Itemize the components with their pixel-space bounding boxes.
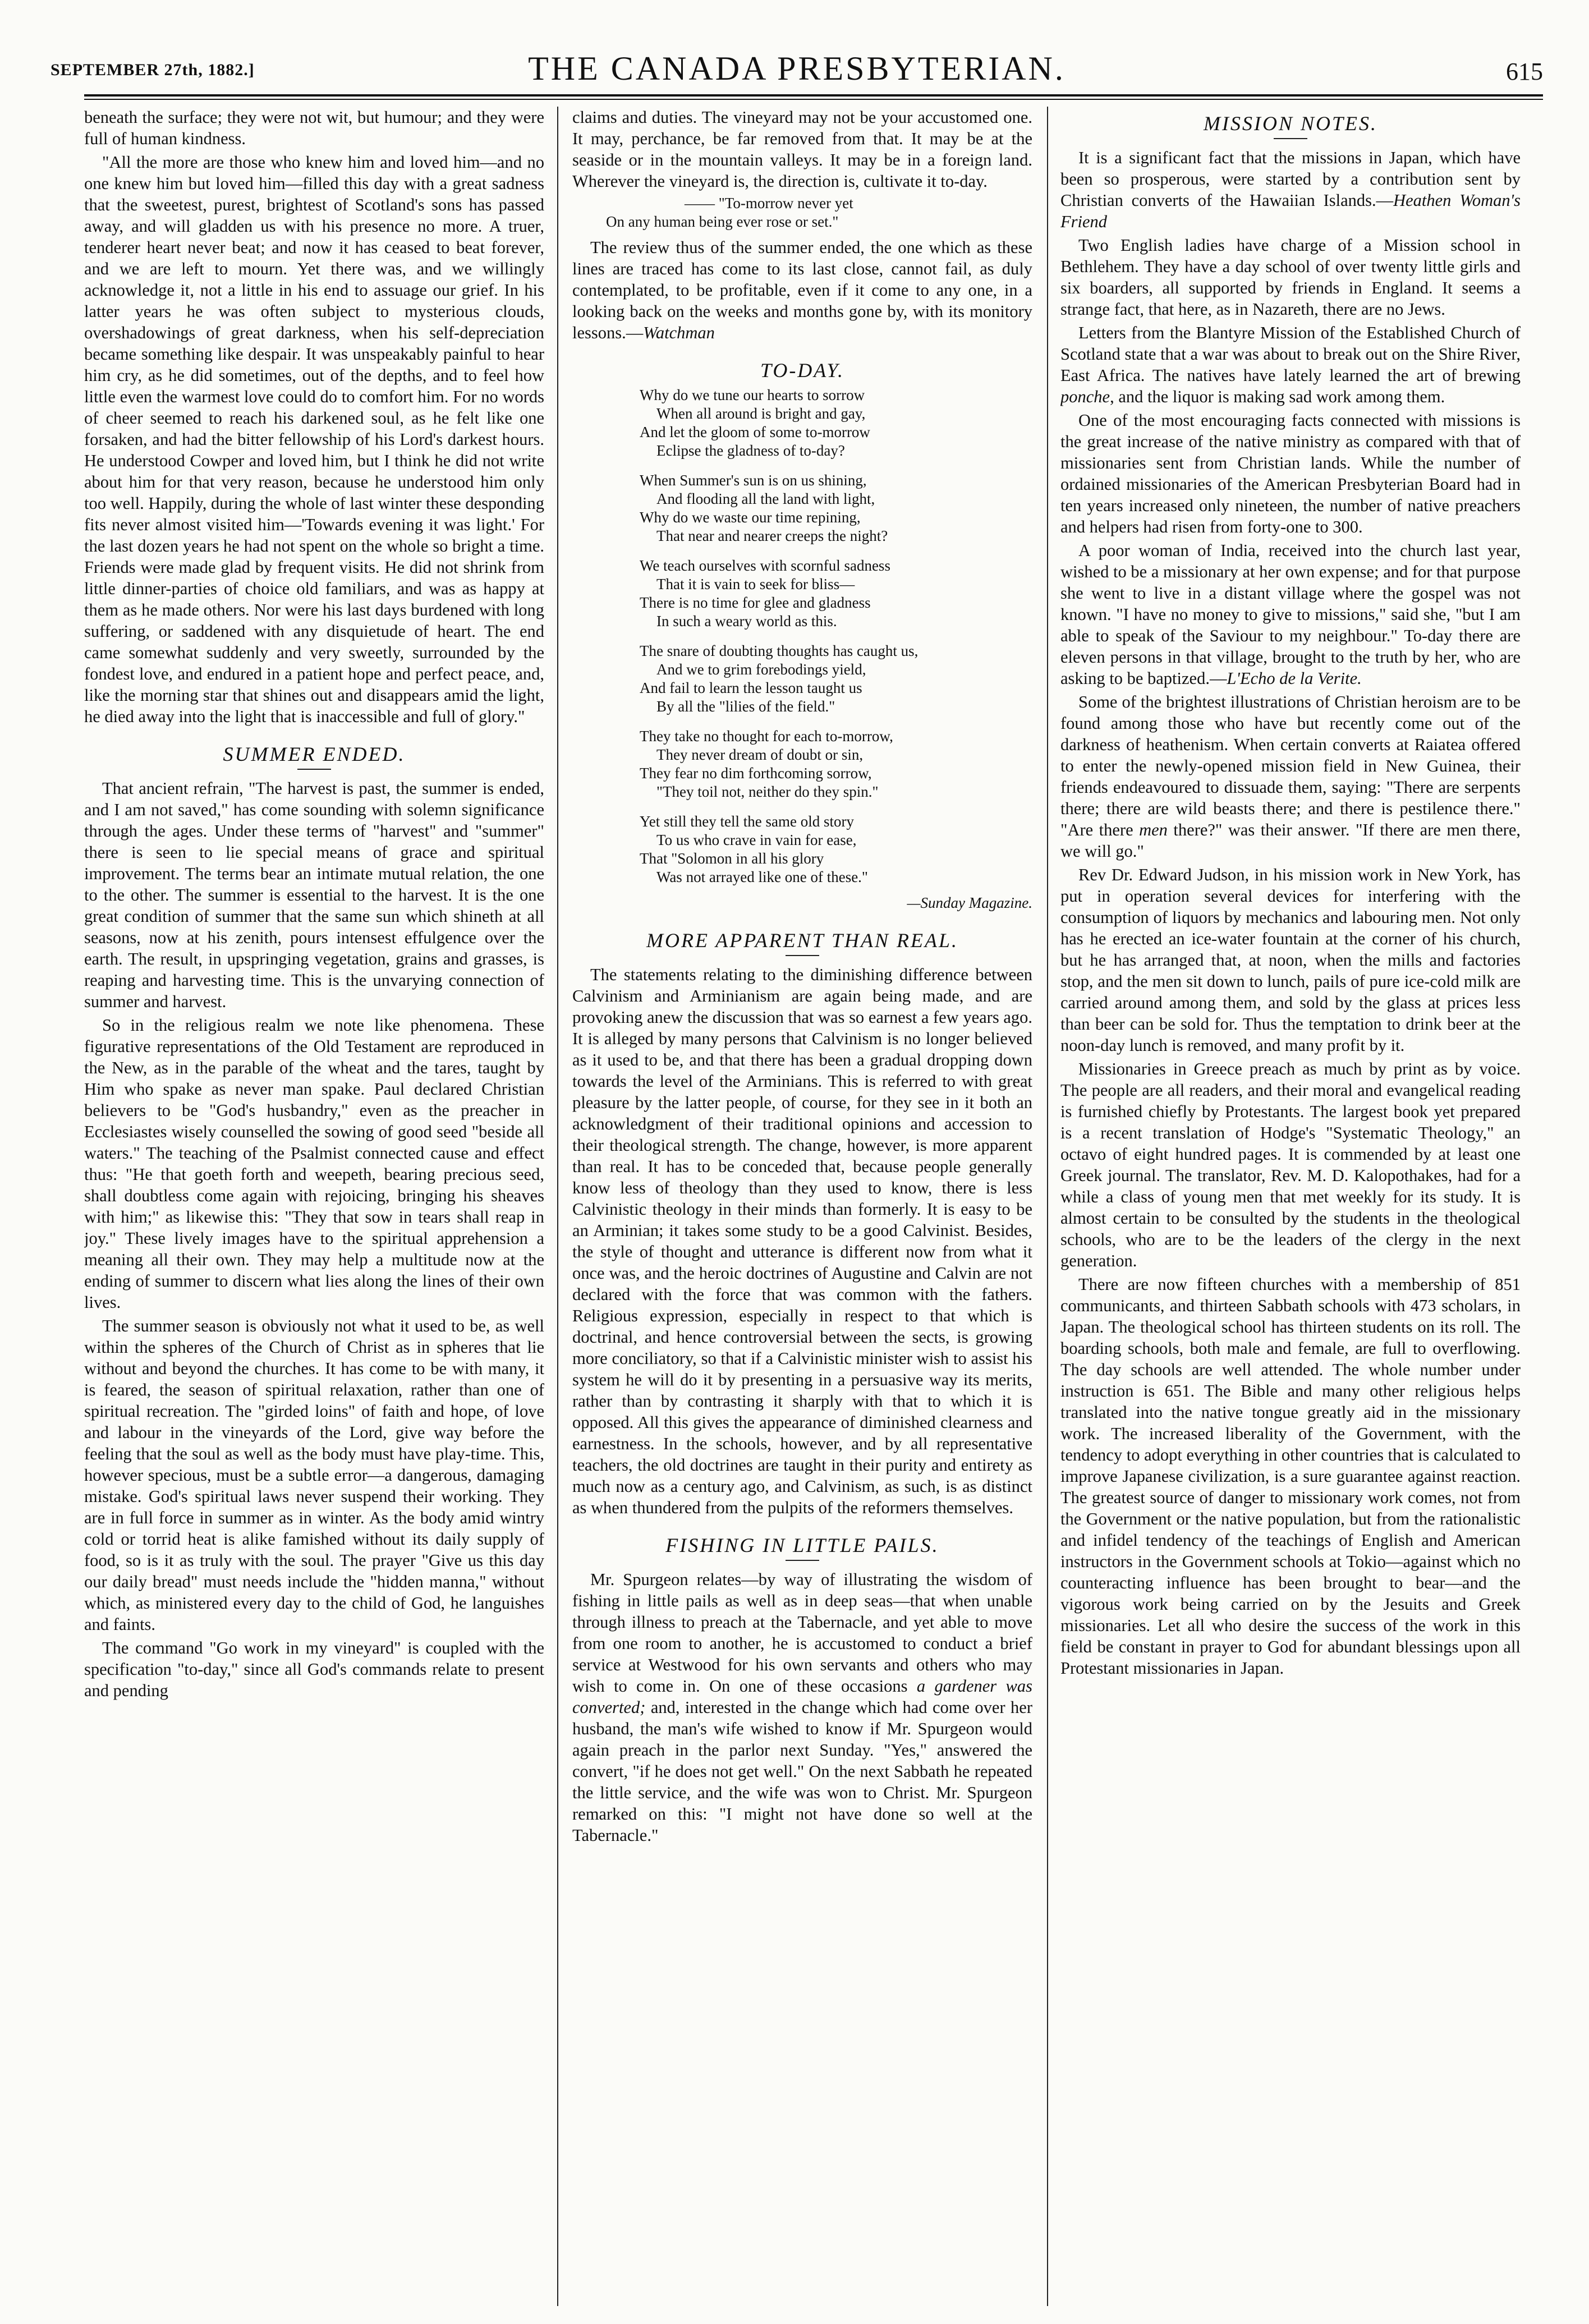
column-divider: [1047, 107, 1048, 2306]
poem-stanza: [640, 812, 1032, 887]
article-heading-fishing: FISHING IN LITTLE PAILS.: [665, 1534, 939, 1556]
poem-line: Why do we tune our hearts to sorrow: [640, 387, 865, 403]
poem-line: That near and nearer creeps the night?: [656, 527, 888, 544]
poem-line: They fear no dim forthcoming sorrow,: [640, 765, 872, 782]
paragraph-text: and, interested in the change which had come over her husband, the man's wife wished to know if Mr. Spurgeon would again preach in the parlor next Sunday. "Yes," answered the convert, "if he does not get well." On the next Sabbath he repeated the little service, and the wife was won to Christ. Mr. Spurgeon remarked on this: "I might not have done so well at the Tabernacle.": [572, 1698, 1032, 1845]
paragraph: The command "Go work in my vineyard" is coupled with the specification "to-day," since all God's commands relate to present and pending: [84, 1638, 544, 1700]
poem-stanza: [640, 557, 1032, 631]
paragraph: The summer season is obviously not what it used to be, as well within the spheres of the Church of Christ as in spheres that lie without and beyond the churches. It has come to be with many, it is feared, the season of spiritual relaxation, rather than one of spiritual recreation. The "girded loins" of faith and hope, of love and labour in the vineyards of the Lord, give way before the feeling that the soul as well as the body must have play-time. This, however specious, must be a subtle error—a dangerous, damaging mistake. God's spiritual laws never suspend their working. They are in full force in summer as in winter. As the body amid wintry cold or torrid heat is alike famished without its daily supply of food, so is it as truly with the soul. The prayer "Give us this day our daily bread" must needs include the "hidden manna," without which, as ministered every day to the child of God, he languishes and faints.: [84, 1316, 544, 1634]
poem-credit: —Sunday Magazine.: [907, 894, 1032, 911]
poem-line: And flooding all the land with light,: [656, 490, 875, 507]
poem-line: And we to grim forebodings yield,: [656, 661, 866, 678]
poem-line: There is no time for glee and gladness: [640, 594, 871, 611]
poem-line: When Summer's sun is on us shining,: [640, 472, 867, 489]
poem-line: And fail to learn the lesson taught us: [640, 679, 862, 696]
poem-line: To us who crave in vain for ease,: [656, 832, 857, 848]
paragraph: [1060, 322, 1521, 407]
paragraph: [572, 1569, 1032, 1846]
paragraph: "All the more are those who knew him and loved him—and no one knew him but loved him—filled this day with a great sadness that the sweetest, purest, brightest of Scotland's sons has passed away, and will gladden us with his presence no more. A truer, tenderer heart never beat; and now it has ceased to beat forever, and we are left to mourn. Yet there was, and we willingly acknowledge it, not a little in his end to assuage our grief. In his latter years he was often subject to mysterious clouds, overshadowings of great darkness, when his self-depreciation became something like despair. It was unspeakably painful to hear him cry, as he did sometimes, out of the depths, and to feel how little even the warmest love could do to comfort him. For no words of cheer seemed to reach his darkened soul, as he felt like one forsaken, and had the bitter fellowship of his Lord's darkest hours. He understood Cowper and loved him, but I think he did not write about him for that very reason, because he understood him only too well. Happily, during the whole of last winter these desponding fits never almost visited him—'Towards evening it was light.' For the last dozen years he had not spent on the whole so bright a time. Friends were made glad by frequent visits. He did not shrink from little dinner-parties of choice old familiars, and was as happy at them as he made others. Nor were his last days burdened with long suffering, or saddened with any disquietude of heart. The end came somewhat suddenly and very sweetly, surrounded by the fondest love, and endured in a patient hope and perfect peace, and, like the morning star that shines out and disappears amid the light, he died away into the light that is inaccessible and full of glory.": [84, 153, 544, 726]
header-rule: [84, 94, 1543, 97]
paragraph: One of the most encouraging facts connected with missions is the great increase of the native ministry as compared with that of missionaries sent from Christian lands. While the number of ordained missionaries of the American Presbyterian Board had in ten years increased only nineteen, the number of native preachers and helpers had risen from forty-one to 300.: [1060, 411, 1521, 536]
poem-line: They take no thought for each to-morrow,: [640, 728, 893, 745]
paragraph: Missionaries in Greece preach as much by print as by voice. The people are all readers, and their moral and evangelical reading is furnished chiefly by Protestants. The largest book yet prepared is a recent translation of Hodge's "Systematic Theology," an octavo of eight hundred pages. It is commended by at least one Greek journal. The translator, Rev. M. D. Kalopothakes, had for a while a class of young men that met weekly for its study. It is almost certain to be consulted by the students in the theological schools, who are to be the leaders of the clergy in the next generation.: [1060, 1059, 1521, 1270]
article-heading-today: TO-DAY.: [760, 359, 845, 382]
poem-stanza: [640, 727, 1032, 801]
page-number: 615: [1506, 58, 1543, 85]
poem-stanza: [640, 642, 1032, 716]
column-2: [572, 107, 1032, 2306]
source-credit: Watchman: [643, 323, 715, 342]
paragraph-text: Mr. Spurgeon relates—by way of illustrating the wisdom of fishing in little pails as well as in deep seas—that when unable through illness to preach at the Tabernacle, and yet able to move from one room to another, he is accustomed to conduct a brief service at Westwood for his own servants and others who may wish to come in. On one of these occasions: [572, 1570, 1032, 1696]
paragraph-text: Some of the brightest illustrations of Christian heroism are to be found among those who have but recently come out of the darkness of heathenism. When certain converts at Raiatea offered to enter the newly-opened mission field in New Guinea, their friends endeavoured to dissuade them, saying: "There are serpents there; there are wild beasts there; and there is pestilence there." "Are there: [1060, 692, 1521, 839]
paragraph: [572, 237, 1032, 343]
paragraph-text: there?" was their answer. "If there are men there, we will go.": [1060, 820, 1521, 861]
poem: [640, 386, 1032, 887]
heading-rule: [786, 955, 819, 956]
paragraph: The statements relating to the diminishing difference between Calvinism and Arminianism are again being made, and are provoking anew the discussion that was so earnest a few years ago. It is alleged by many persons that Calvinism is no longer believed as it used to be, and that there has been a gradual dropping down towards the level of the Arminians. This is referred to with great pleasure by the latter people, of course, for they see in it both an acknowledgment of their traditional opinions and accession to their theological strength. The change, however, is more apparent than real. It has to be conceded that, because people generally know less of theology than they used to know, there is less Calvinistic theology in their minds than formerly. It is easy to be an Arminian; it takes some study to be a good Calvinist. Besides, the style of thought and utterance is different now from what it once was, and the heroic doctrines of Augustine and Calvin are not declared with the force that was common with the fathers. Religious expression, especially in respect to that which is doctrinal, and hence controversial between the sects, is growing more conciliatory, so that if a Calvinistic minister wish to assist his system he will do it by presenting in a persuasive way its merits, rather than by contrasting it sharply with that to which it is opposed. All this gives the appearance of diminished clearness and earnestness. In the schools, however, and by all representative teachers, the old doctrines are taught in their purity and entirety as much now as a century ago, and Calvinism, as such, is as distinct as when thundered from the pulpits of the reformers themselves.: [572, 965, 1032, 1517]
article-heading-more-apparent: MORE APPARENT THAN REAL.: [646, 929, 958, 952]
poem-line: We teach ourselves with scornful sadness: [640, 557, 890, 574]
emphasis-text: a gardener was converted;: [572, 1677, 1032, 1717]
column-3: [1060, 107, 1521, 2306]
source-credit: Heathen Woman's Friend: [1060, 191, 1521, 231]
paragraph: [1060, 691, 1521, 862]
paragraph-text: The review thus of the summer ended, the one which as these lines are traced has come to its last close, cannot fail, as duly contemplated, to be profitable, even if it come to any one, in a looking back on the weeks and months gone by, with its monitory lessons.—: [572, 238, 1032, 342]
quoted-couplet: [606, 194, 1032, 231]
issue-date: SEPTEMBER 27th, 1882.]: [50, 61, 255, 79]
source-credit: L'Echo de la Verite.: [1227, 669, 1362, 688]
emphasis-text: men: [1139, 820, 1168, 839]
emphasis-text: ponche: [1060, 387, 1110, 406]
paragraph-text: , and the liquor is making sad work among them.: [1110, 387, 1445, 406]
poem-line: In such a weary world as this.: [656, 613, 837, 630]
paragraph-text: A poor woman of India, received into the church last year, wished to be a missionary at her own expense; and for that purpose she went to live in a distant village where the gospel was not known. "I have no money to give to missions," said she, "but I am able to speak of the Saviour to my neighbour." To-day there are eleven persons in that village, brought to the truth by her, who are asking to be baptized.—: [1060, 541, 1521, 688]
column-1: [84, 107, 544, 2306]
paragraph: [1060, 147, 1521, 232]
paragraph: Two English ladies have charge of a Mission school in Bethlehem. They have a day school of over twenty little girls and six boarders, all supported by friends in England. It seems a strange fact, that here, as in Nazareth, there are no Jews.: [1060, 236, 1521, 319]
paragraph: There are now fifteen churches with a membership of 851 communicants, and thirteen Sabbath schools with 473 scholars, in Japan. The theological school has thirteen students on its roll. The boarding schools, both male and female, are full to overflowing. The day schools are well attended. The whole number under instruction is 651. The Bible and many other religious helps translated into the native tongue greatly aid in the missionary work. The increased liberality of the Government, with the tendency to adopt everything in other countries that is calculated to improve Japanese civilization, is a sure guarantee against reaction. The greatest source of danger to missionary work comes, not from the Government or the native population, but from the rationalistic and infidel tendency of the teachings of English and American instructors in the Government schools at Tokio—against which no counteracting influence has been brought to bear—and the vigorous work being carried on by the Jesuits and Greek missionaries. Let all who desire the success of the work in this field be constant in prayer to God for abundant blessings upon all Protestant missionaries in Japan.: [1060, 1275, 1521, 1678]
paragraph: Rev Dr. Edward Judson, in his mission work in New York, has put in operation several devices for interfering with the consumption of liquors by mechanics and labouring men. Not only has he erected an ice-water fountain at the corner of his church, but he has arranged that, at noon, when the mills and factories stop, and the men sit down to lunch, pails of pure ice-cold milk are carried around among them, and sold by the glass at prices less than beer can be sold for. Thus the temptation to drink beer at the noon-day lunch is removed, and many profit by it.: [1060, 865, 1521, 1055]
poem-line: That it is vain to seek for bliss—: [656, 576, 855, 593]
newspaper-title: THE CANADA PRESBYTERIAN.: [528, 50, 1066, 87]
poem-stanza: [640, 471, 1032, 545]
heading-rule: [297, 769, 331, 770]
paragraph: beneath the surface; they were not wit, but humour; and they were full of human kindness.: [84, 108, 544, 148]
poem-line: Yet still they tell the same old story: [640, 813, 854, 830]
article-heading-mission-notes: MISSION NOTES.: [1204, 112, 1377, 135]
header-rule-thin: [84, 99, 1543, 100]
paragraph: [1060, 540, 1521, 689]
poem-line: The snare of doubting thoughts has caught us,: [640, 642, 919, 659]
paragraph: claims and duties. The vineyard may not be your accustomed one. It may, perchance, be far removed from that. It may be at the seaside or in the mountain valleys. It may be in a foreign land. Wherever the vineyard is, the direction is, cultivate it to-day.: [572, 108, 1032, 191]
poem-line: Eclipse the gladness of to-day?: [656, 442, 845, 459]
poem-line: "They toil not, neither do they spin.": [656, 783, 879, 800]
poem-line: Was not arrayed like one of these.": [656, 869, 868, 885]
page-header: [50, 45, 1543, 95]
column-divider: [557, 107, 558, 2306]
heading-rule: [1274, 138, 1307, 139]
paragraph-text: It is a significant fact that the missions in Japan, which have been so prosperous, were started by a contribution sent by Christian converts of the Hawaiian Islands.—: [1060, 148, 1521, 210]
couplet-line: On any human being ever rose or set.": [606, 213, 839, 230]
poem-line: By all the "lilies of the field.": [656, 698, 835, 715]
poem-line: That "Solomon in all his glory: [640, 850, 824, 867]
poem-line: And let the gloom of some to-morrow: [640, 424, 870, 440]
couplet-line: —— "To-morrow never yet: [685, 195, 853, 212]
paragraph: That ancient refrain, "The harvest is past, the summer is ended, and I am not saved," has come sounding with solemn significance through the ages. Under these terms of "harvest" and "summer" there is seen to lie special means of grace and spiritual improvement. The terms bear an intimate mutual relation, the one to the other. The summer is essential to the harvest. It is the one great condition of summer that the same sun which shineth at all seasons, now at his zenith, pours intensest effulgence over the earth. The result, in upspringing vegetation, grains and grasses, is reaping and harvesting time. This is the unvarying connection of summer and harvest.: [84, 779, 544, 1011]
poem-line: When all around is bright and gay,: [656, 405, 866, 422]
poem-line: They never dream of doubt or sin,: [656, 746, 864, 763]
poem-line: Why do we waste our time repining,: [640, 509, 861, 526]
heading-rule: [786, 1560, 819, 1561]
poem-stanza: [640, 386, 1032, 460]
paragraph: So in the religious realm we note like phenomena. These figurative representations of the Old Testament are reproduced in the New, as in the parable of the wheat and the tares, taught by Him who spake as never man spake. Paul declared Christian believers to be "God's husbandry," even as the preacher in Ecclesiastes wisely counselled the sowing of good seed "beside all waters." The teaching of the Psalmist connected cause and effect thus: "He that goeth forth and weepeth, bearing precious seed, shall doubtless come again with rejoicing, bringing his sheaves with him;" as likewise this: "They that sow in tears shall reap in joy." These lively images have to the spiritual apprehension a meaning all their own. They may help a multitude now at the ending of summer to discern what lies along the lines of their own lives.: [84, 1016, 544, 1312]
article-heading-summer-ended: SUMMER ENDED.: [223, 743, 406, 765]
paragraph-text: Letters from the Blantyre Mission of the Established Church of Scotland state that a war was about to break out on the Shire River, East Africa. The natives have lately learned the art of brewing: [1060, 323, 1521, 385]
